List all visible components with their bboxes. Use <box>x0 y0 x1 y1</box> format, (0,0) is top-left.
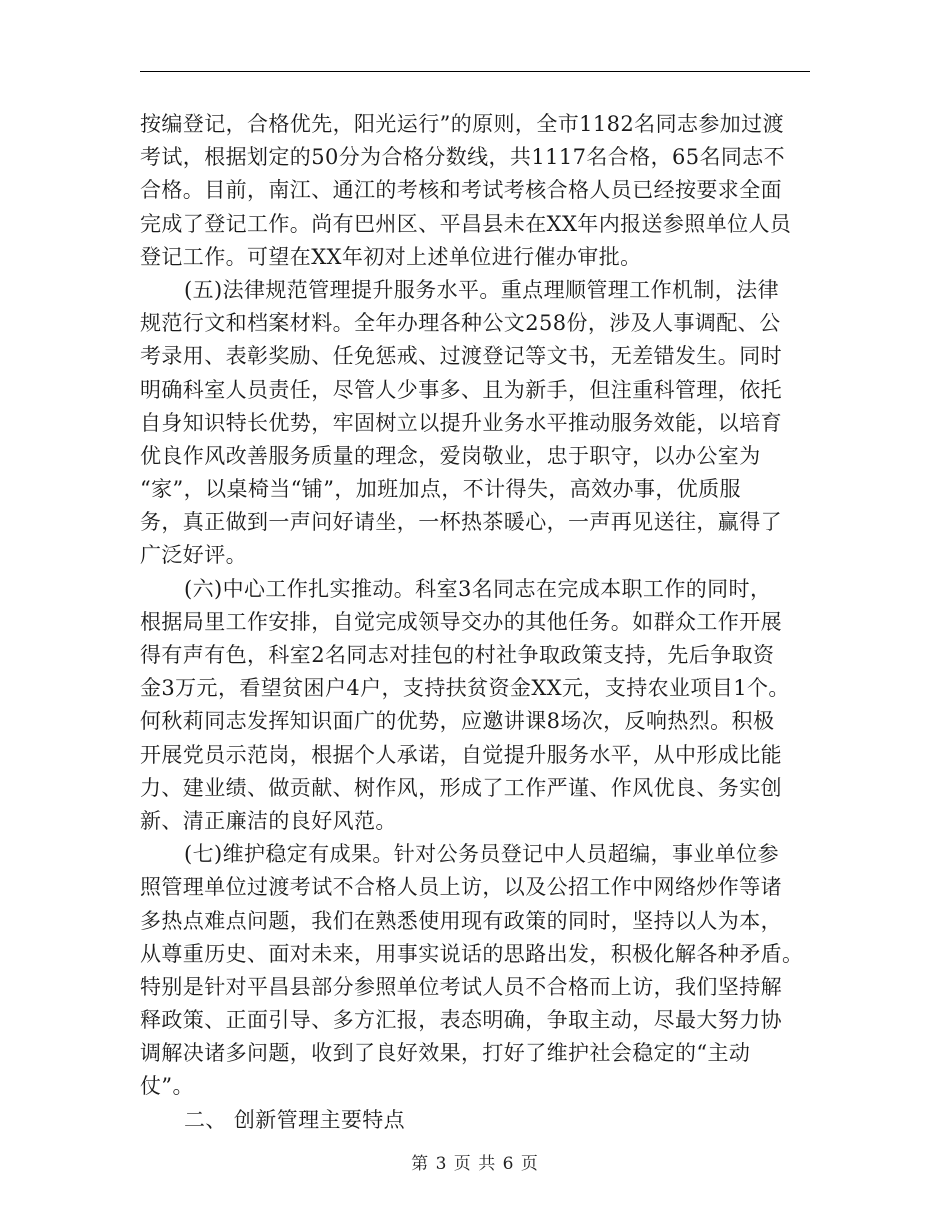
paragraph-start-line: (六)中心工作扎实推动。科室3名同志在完成本职工作的同时， <box>184 576 772 601</box>
text-line: 登记工作。可望在XX年初对上述单位进行催办审批。 <box>140 244 642 269</box>
header-rule <box>140 71 810 72</box>
text-line: 根据局里工作安排，自觉完成领导交办的其他任务。如群众工作开展 <box>140 609 782 634</box>
text-line: 明确科室人员责任，尽管人少事多、且为新手，但注重科管理，依托 <box>140 377 782 402</box>
text-line: 自身知识特长优势，牢固树立以提升业务水平推动服务效能，以培育 <box>140 410 782 435</box>
text-line: “家”，以桌椅当“铺”，加班加点，不计得失，高效办事，优质服 <box>140 477 741 502</box>
text-line: 广泛好评。 <box>140 543 247 568</box>
page-number-footer: 第 3 页 共 6 页 <box>411 1154 539 1174</box>
section-heading: 二、 创新管理主要特点 <box>184 1107 406 1132</box>
text-line: 金3万元，看望贫困户4户，支持扶贫资金XX元，支持农业项目1个。 <box>140 676 790 701</box>
text-line: 何秋莉同志发挥知识面广的优势，应邀讲课8场次，反响热烈。积极 <box>140 709 775 734</box>
text-line: 规范行文和档案材料。全年办理各种公文258份，涉及人事调配、公 <box>140 311 781 336</box>
text-line: 新、清正廉洁的良好风范。 <box>140 808 397 833</box>
text-line: 从尊重历史、面对未来，用事实说话的思路出发，积极化解各种矛盾。 <box>140 941 804 966</box>
text-line: 开展党员示范岗，根据个人承诺，自觉提升服务水平，从中形成比能 <box>140 742 782 767</box>
text-line: 完成了登记工作。尚有巴州区、平昌县未在XX年内报送参照单位人员 <box>140 211 792 236</box>
text-line: 多热点难点问题，我们在熟悉使用现有政策的同时，坚持以人为本， <box>140 908 782 933</box>
text-line: 仗”。 <box>140 1074 194 1099</box>
text-line: 力、建业绩、做贡献、树作风，形成了工作严谨、作风优良、务实创 <box>140 775 782 800</box>
text-line: 考录用、表彰奖励、任免惩戒、过渡登记等文书，无差错发生。同时 <box>140 344 782 369</box>
text-line: 务，真正做到一声问好请坐，一杯热茶暖心，一声再见送往，赢得了 <box>140 510 782 535</box>
text-line: 照管理单位过渡考试不合格人员上访，以及公招工作中网络炒作等诸 <box>140 875 782 900</box>
text-line: 合格。目前，南江、通江的考核和考试考核合格人员已经按要求全面 <box>140 178 782 203</box>
text-line: 特别是针对平昌县部分参照单位考试人员不合格而上访，我们坚持解 <box>140 974 782 999</box>
text-line: 调解决诸多问题，收到了良好效果，打好了维护社会稳定的“主动 <box>140 1041 751 1066</box>
text-line: 考试，根据划定的50分为合格分数线，共1117名合格，65名同志不 <box>140 145 786 170</box>
paragraph-start-line: (七)维护稳定有成果。针对公务员登记中人员超编，事业单位参 <box>184 842 779 867</box>
text-line: 优良作风改善服务质量的理念，爱岗敬业，忠于职守，以办公室为 <box>140 443 761 468</box>
body-text <box>140 108 810 1137</box>
paragraph-start-line: (五)法律规范管理提升服务水平。重点理顺管理工作机制，法律 <box>184 277 779 302</box>
text-line: 释政策、正面引导、多方汇报，表态明确，争取主动，尽最大努力协 <box>140 1008 782 1033</box>
text-line: 得有声有色，科室2名同志对挂包的村社争取政策支持，先后争取资 <box>140 643 775 667</box>
text-line: 按编登记，合格优先，阳光运行”的原则，全市1182名同志参加过渡 <box>140 112 784 136</box>
